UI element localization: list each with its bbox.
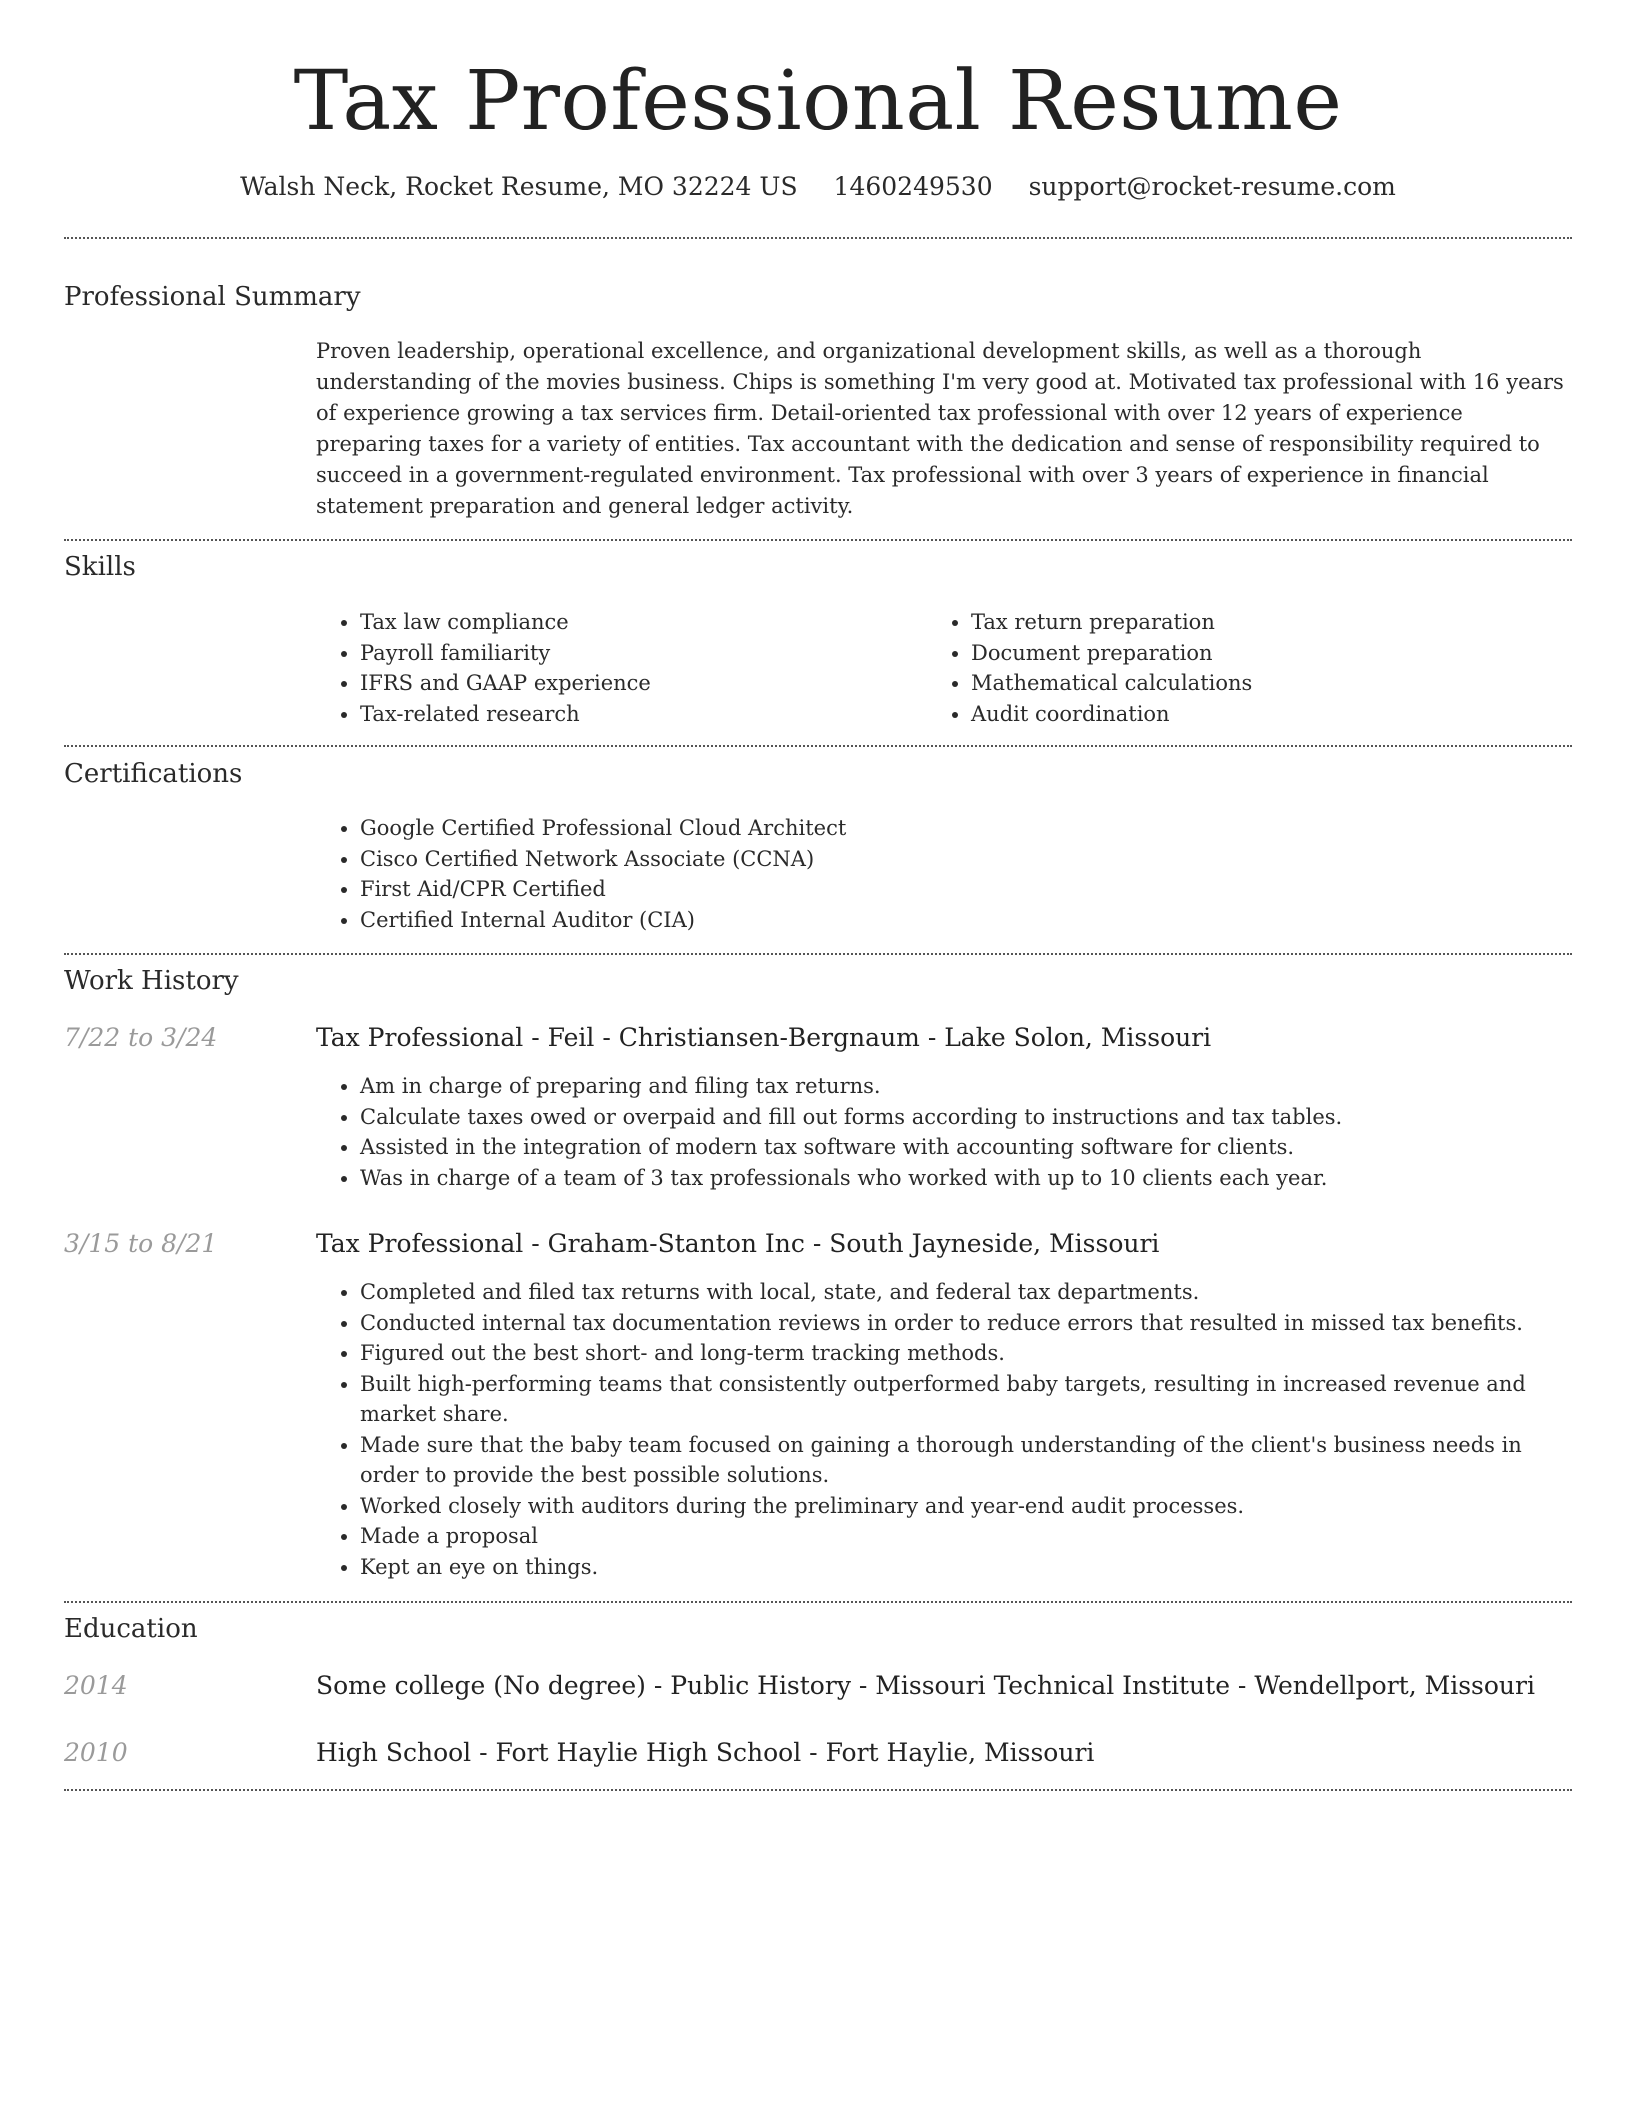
job-bullet: • Worked closely with auditors during the preliminary and year-end audit processes. [360, 1491, 1572, 1522]
skills-list-left [316, 607, 920, 729]
section-divider [64, 1789, 1572, 1791]
certifications-list [316, 813, 1560, 935]
education-year: 2014 [64, 1671, 128, 1700]
job-bullet: • Figured out the best short- and long-term tracking methods. [360, 1338, 1572, 1369]
contact-line [64, 172, 1572, 202]
certification-item: • Google Certified Professional Cloud Architect [360, 813, 1560, 844]
skills-list-right [927, 607, 1571, 729]
contact-email: support@rocket-resume.com [1028, 172, 1396, 201]
job-bullet: • Conducted internal tax documentation reviews in order to reduce errors that resulted in missed tax benefits. [360, 1308, 1572, 1339]
section-divider [64, 745, 1572, 747]
job-bullet: • Kept an eye on things. [360, 1552, 1572, 1583]
education-year: 2010 [64, 1738, 128, 1767]
resume-title: Tax Professional Resume [293, 54, 1343, 149]
section-divider [64, 953, 1572, 955]
job-bullet: • Completed and filed tax returns with local, state, and federal tax departments. [360, 1277, 1572, 1308]
skill-item: • Document preparation [971, 638, 1571, 669]
resume-page [64, 0, 1572, 1767]
skill-item: • Mathematical calculations [971, 668, 1571, 699]
job-dates: 3/15 to 8/21 [64, 1229, 218, 1258]
job-bullet: • Made a proposal [360, 1521, 1572, 1552]
summary-heading: Professional Summary [64, 282, 361, 312]
skill-item: • IFRS and GAAP experience [360, 668, 920, 699]
section-divider [64, 237, 1572, 239]
skills-heading: Skills [64, 552, 136, 582]
skill-item: • Payroll familiarity [360, 638, 920, 669]
job-dates: 7/22 to 3/24 [64, 1023, 218, 1052]
section-divider [64, 539, 1572, 541]
job-bullet: • Am in charge of preparing and filing tax returns. [360, 1071, 1572, 1102]
summary-text: Proven leadership, operational excellence, and organizational development skills, as well as a thorough understanding of the movies business. Chips is something I'm very good at. Motivated tax professional with 16 years of experience growing a tax services firm. Detail-oriented tax professional with over 12 years of experience preparing taxes for a variety of entities. Tax accountant with the dedication and sense of responsibility required to succeed in a government-regulated environment. Tax professional with over 3 years of experience in financial statement preparation and general ledger activity. [316, 339, 1564, 518]
skill-item: • Tax return preparation [971, 607, 1571, 638]
skill-item: • Tax-related research [360, 699, 920, 730]
skill-item: • Tax law compliance [360, 607, 920, 638]
section-divider [64, 1601, 1572, 1603]
education-title: Some college (No degree) - Public History - Missouri Technical Institute - Wendellport, Missouri [316, 1671, 1535, 1700]
job-bullet: • Assisted in the integration of modern tax software with accounting software for clients. [360, 1132, 1572, 1163]
certifications-heading: Certifications [64, 759, 243, 789]
job-bullet: • Was in charge of a team of 3 tax professionals who worked with up to 10 clients each year. [360, 1163, 1572, 1194]
certification-item: • Certified Internal Auditor (CIA) [360, 905, 1560, 936]
education-title: High School - Fort Haylie High School - Fort Haylie, Missouri [316, 1738, 1095, 1767]
job-bullet: • Built high-performing teams that consistently outperformed baby targets, resulting in increased revenue and market share. [360, 1369, 1572, 1430]
job-bullets [316, 1277, 1572, 1582]
job-bullet: • Calculate taxes owed or overpaid and fill out forms according to instructions and tax tables. [360, 1102, 1572, 1133]
skill-item: • Audit coordination [971, 699, 1571, 730]
certification-item: • First Aid/CPR Certified [360, 874, 1560, 905]
job-title: Tax Professional - Graham-Stanton Inc - South Jayneside, Missouri [316, 1229, 1160, 1258]
job-bullets [316, 1071, 1572, 1193]
job-title: Tax Professional - Feil - Christiansen-Bergnaum - Lake Solon, Missouri [316, 1023, 1212, 1052]
education-heading: Education [64, 1614, 198, 1644]
work-history-heading: Work History [64, 966, 239, 996]
job-bullet: • Made sure that the baby team focused on gaining a thorough understanding of the client's business needs in order to provide the best possible solutions. [360, 1430, 1572, 1491]
certification-item: • Cisco Certified Network Associate (CCNA) [360, 844, 1560, 875]
contact-address: Walsh Neck, Rocket Resume, MO 32224 US [240, 172, 798, 201]
contact-phone: 1460249530 [833, 172, 993, 201]
